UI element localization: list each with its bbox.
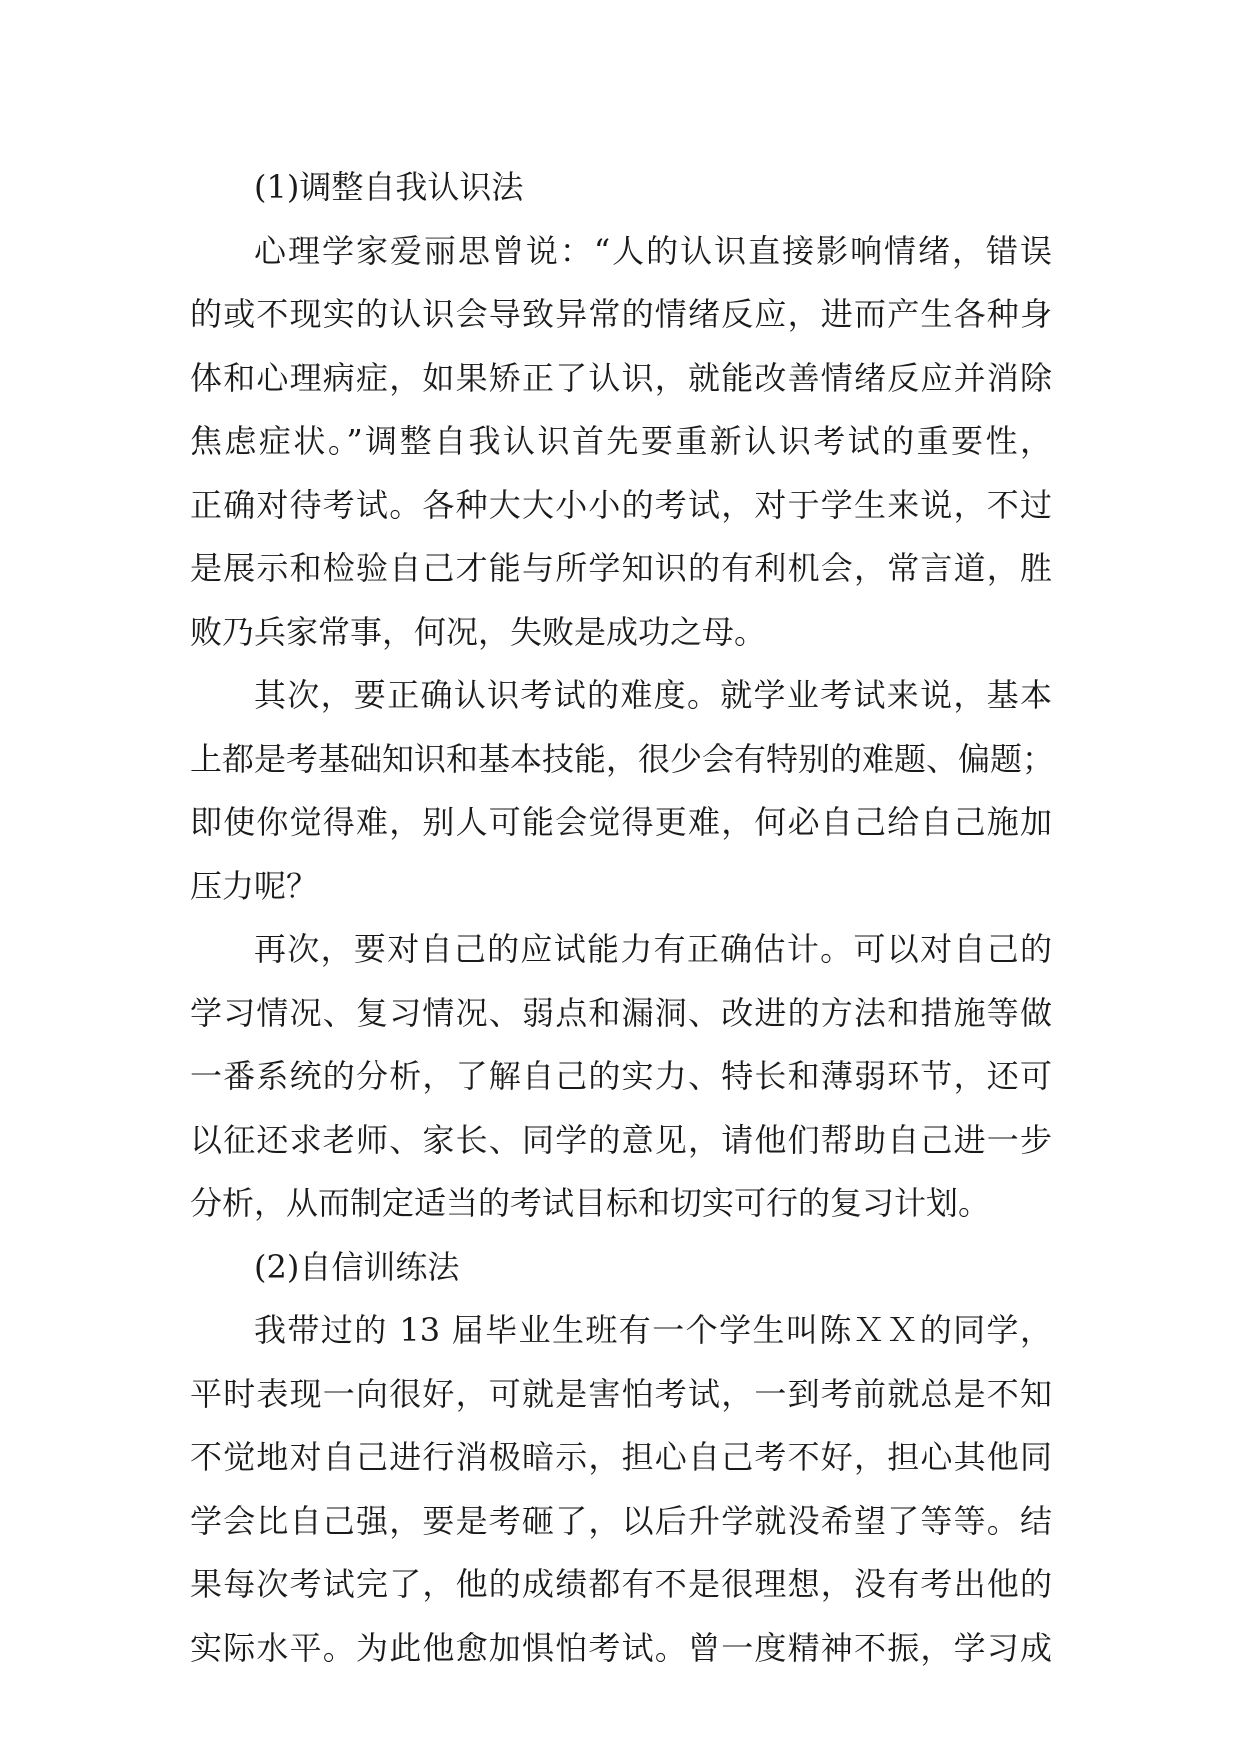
paragraph-line: 正确对待考试。各种大大小小的考试，对于学生来说，不过 xyxy=(190,485,1052,524)
paragraph-line: 学习情况、复习情况、弱点和漏洞、改进的方法和措施等做 xyxy=(190,993,1052,1032)
paragraph-line: 是展示和检验自己才能与所学知识的有利机会，常言道，胜 xyxy=(190,549,1052,587)
paragraph-line: 即使你觉得难，别人可能会觉得更难，何必自己给自己施加 xyxy=(190,803,1052,841)
paragraph-line: 败乃兵家常事，何况，失败是成功之母。 xyxy=(190,612,767,651)
paragraph-line: 体和心理病症，如果矫正了认识，就能改善情绪反应并消除 xyxy=(190,358,1052,397)
paragraph-line: 上都是考基础知识和基本技能，很少会有特别的难题、偏题； xyxy=(190,739,1055,778)
paragraph-line: 果每次考试完了，他的成绩都有不是很理想，没有考出他的 xyxy=(190,1565,1052,1603)
paragraph-line: 其次，要正确认识考试的难度。就学业考试来说，基本 xyxy=(254,676,1052,714)
paragraph-line: 压力呢？ xyxy=(190,866,319,905)
paragraph-line: 我带过的 13 届毕业生班有一个学生叫陈ＸＸ的同学， xyxy=(254,1311,1052,1349)
document-body xyxy=(190,156,1055,1680)
paragraph-line: 以征还求老师、家长、同学的意见，请他们帮助自己进一步 xyxy=(190,1120,1052,1159)
paragraph-line: 一番系统的分析，了解自己的实力、特长和薄弱环节，还可 xyxy=(190,1057,1052,1095)
section-heading: (2)自信训练法 xyxy=(254,1247,460,1286)
paragraph-line: 心理学家爱丽思曾说：“人的认识直接影响情绪，错误 xyxy=(254,231,1052,270)
paragraph-line: 分析，从而制定适当的考试目标和切实可行的复习计划。 xyxy=(190,1184,991,1222)
paragraph-line: 不觉地对自己进行消极暗示，担心自己考不好，担心其他同 xyxy=(190,1438,1052,1476)
paragraph-line: 学会比自己强，要是考砸了，以后升学就没希望了等等。结 xyxy=(190,1501,1052,1540)
paragraph-line: 再次，要对自己的应试能力有正确估计。可以对自己的 xyxy=(254,930,1052,968)
paragraph-line: 焦虑症状。”调整自我认识首先要重新认识考试的重要性， xyxy=(190,422,1052,460)
paragraph-line: 实际水平。为此他愈加惧怕考试。曾一度精神不振，学习成 xyxy=(190,1628,1052,1667)
paragraph-line: 的或不现实的认识会导致异常的情绪反应，进而产生各种身 xyxy=(190,295,1052,333)
paragraph-line: 平时表现一向很好，可就是害怕考试，一到考前就总是不知 xyxy=(190,1374,1052,1413)
section-heading: (1)调整自我认识法 xyxy=(254,168,524,206)
